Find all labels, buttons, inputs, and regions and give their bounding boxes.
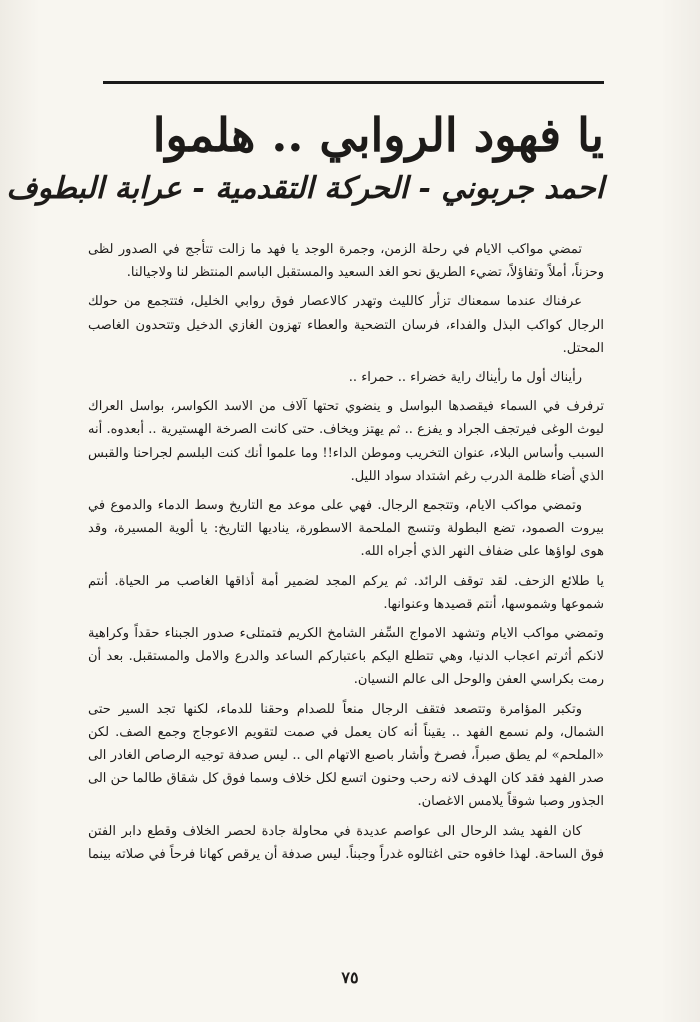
paragraph: وتكبر المؤامرة وتتصعد فتقف الرجال منعاً للصدام وحقنا للدماء، لكنها تجد السير حتى الشمال، ولم نسمع الفهد .. يقيناً أنه كان يعمل في صمت لتقويم الاعوجاج وجمع الصف. لكن «الملحم» لم يطق صبراً، فصرخ وأشار باصبع الاتهام الى .. ليس صدفة توجيه الرصاص الغادر الى صدر الفهد فقد كان الهدف لانه رحب وحنون اتسع لكل خلاف وسما فوق كل شقاق طالما حن الى الجذور وصبا شوقاً يلامس الاغصان. <box>88 701 604 810</box>
article-subtitle: احمد جربوني - الحركة التقدمية - عرابة البطوف <box>6 171 604 206</box>
paragraph: وتمضي مواكب الايام وتشهد الامواج السِّفر الشامخ الكريم فتمتلىء صدور الجبناء حقداً وكراهية لانكم أثرتم اعجاب الدنيا، وهي تتطلع اليكم باعتباركم الساعد والدرع والامل والمستقبل. بعد أن رمت بكراسي العفن والوحل الى عالم النسيان. <box>88 626 604 688</box>
paragraph: يا طلائع الزحف. لقد توقف الرائد. ثم يركم المجد لضمير أمة أذاقها الغاصب مر الحياة. أنتم شموعها وشموسها، أنتم قصيدها وعنوانها. <box>88 573 604 612</box>
paragraph: رأيناك أول ما رأيناك راية خضراء .. حمراء .. <box>348 370 582 386</box>
top-rule <box>103 81 604 84</box>
article-body <box>88 238 604 872</box>
page-number: ٧٥ <box>341 968 359 987</box>
paragraph: كان الفهد يشد الرحال الى عواصم عديدة في محاولة جادة لحصر الخلاف وقطع دابر الفتن فوق الساحة. لهذا خافوه حتى اغتالوه غدراً وجبناً. ليس صدفة أن يرقص كهانا فرحاً في صلاته بينما <box>88 823 604 862</box>
paragraph: ترفرف في السماء فيقصدها البواسل و ينضوي تحتها آلاف من الاسد الكواسر، بواسل العراك ليوث الوغى فيرتجف الجراد و يفزع .. ثم يهتز ويخاف. حتى كانت الصرخة الهستيرية .. أبعدوه. أنه السبب وأساس البلاء، عنوان التخريب وموطن الداء!! وما علموا أنك كنت البلسم لجراحنا والقبس الذي أضاء ظلمة الدرب رغم اشتداد سواد الليل. <box>88 399 604 484</box>
paragraph: عرفناك عندما سمعناك تزأر كالليث وتهدر كالاعصار فوق روابي الخليل، فتتجمع من حولك الرجال كواكب البذل والفداء، فرسان التضحية والعطاء تهزون الغازي الدخيل وتتحدون الغاصب المحتل. <box>88 294 604 356</box>
paragraph: وتمضي مواكب الايام، وتتجمع الرجال. فهي على موعد مع التاريخ وسط الدماء والدموع في بيروت الصمود، تضع البطولة وتنسج الملحمة الاسطورة، يناديها التاريخ: يا ألوية المسيرة، وقد هوى لواؤها على ضفاف النهر الذي أجراه الله. <box>88 498 604 560</box>
paragraph: تمضي مواكب الايام في رحلة الزمن، وجمرة الوجد يا فهد ما زالت تتأجج في الصدور لظى وحزناً، أملاً وتفاؤلاً، تضيء الطريق نحو الغد السعيد والمستقبل الباسم المنتظر لنا ولاجيالنا. <box>88 242 604 281</box>
article-title: يا فهود الروابي .. هلموا <box>152 108 604 162</box>
